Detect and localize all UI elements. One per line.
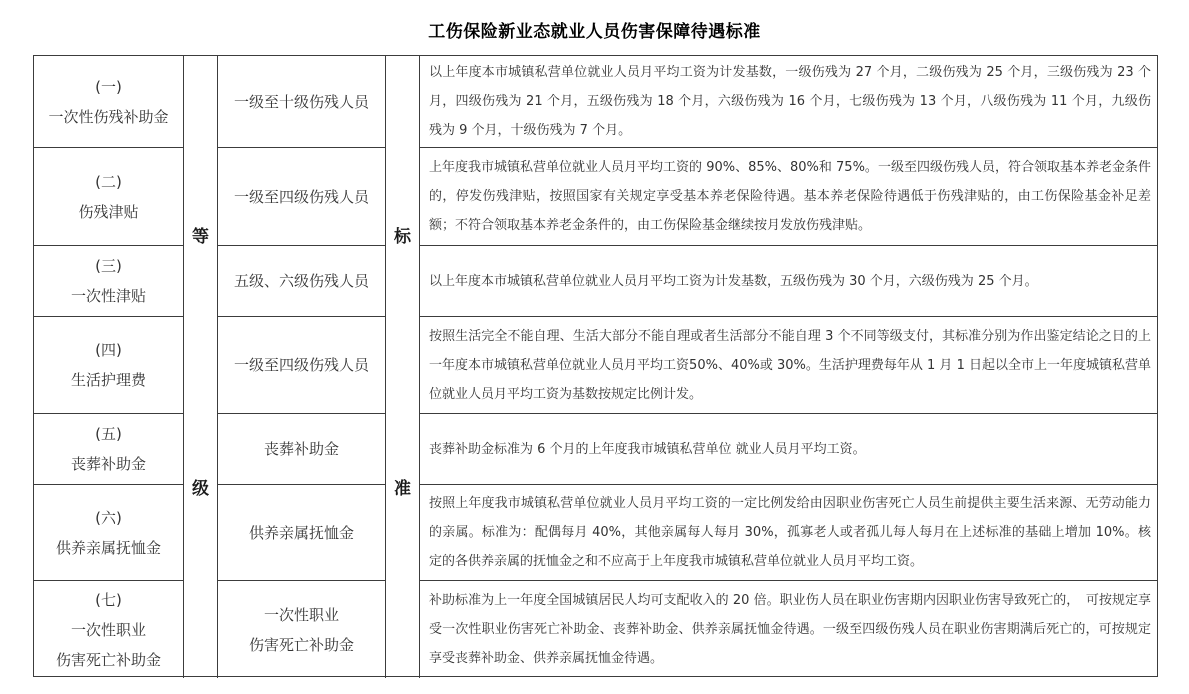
category-cell-1 [34,56,184,148]
standard-header-char-1: 标 [394,227,411,247]
category-name: 供养亲属抚恤金 [55,538,161,557]
description-cell-1 [420,56,1157,148]
grade-header-char-2: 级 [192,479,209,499]
category-index: (六) [95,508,122,527]
level-cell-5 [218,414,386,485]
category-index: (二) [95,172,122,191]
category-cell-3 [34,246,184,317]
category-name-line2: 伤害死亡补助金 [55,650,161,669]
category-cell-7 [34,581,184,678]
category-name: 一次性津贴 [70,287,146,305]
level-name: 丧葬补助金 [263,440,339,458]
description-text: 补助标准为上一年度全国城镇居民人均可支配收入的 20 倍。职业伤人员在职业伤害期内因职业伤害导致死亡的， 可按规定享受一次性职业伤害死亡补助金、丧葬补助金、供养亲属抚恤金待遇。一级至四级伤残人员在职业伤害期满后死亡的，可按规定享受丧葬补助金、供养亲属抚恤金待遇。 [429,593,1151,666]
level-cell-4 [218,317,386,414]
description-text: 以上年度本市城镇私营单位就业人员月平均工资为计发基数，五级伤残为 30 个月，六级伤残为 25 个月。 [429,273,1038,289]
level-cell-6 [218,485,386,581]
description-cell-5 [420,414,1157,485]
level-name: 五级、六级伤残人员 [233,272,369,290]
level-name-line2: 伤害死亡补助金 [248,635,354,654]
page-title: 工伤保险新业态就业人员伤害保障待遇标准 [428,22,761,42]
category-name: 伤残津贴 [78,202,139,221]
category-cell-4 [34,317,184,414]
description-text: 按照生活完全不能自理、生活大部分不能自理或者生活部分不能自理 3 个不同等级支付，其标准分别为作出鉴定结论之日的上一年度本市城镇私营单位就业人员月平均工资50%、40%或 30%。生活护理费每年从 1 月 1 日起以全市上一年度城镇私营单位就业人员月平均工资为基数按规定比例计发。 [429,328,1151,402]
category-name: 丧葬补助金 [70,455,146,473]
level-cell-1 [218,56,386,148]
level-name: 一级至四级伤残人员 [233,187,369,206]
category-name: 一次性职业 [70,620,146,639]
standard-header-char-2: 准 [394,479,411,499]
grade-column-header [184,56,218,678]
description-text: 以上年度本市城镇私营单位就业人员月平均工资为计发基数，一级伤残为 27 个月，二级伤残为 25 个月，三级伤残为 23 个月，四级伤残为 21 个月，五级伤残为 18 个月，六级伤残为 16 个月，七级伤残为 13 个月，八级伤残为 11 个月，九级伤残为 9 个月，十级伤残为 7 个月。 [429,65,1151,138]
level-name: 一级至四级伤残人员 [233,356,369,374]
category-index: (五) [95,425,122,443]
grade-header-char-1: 等 [192,227,209,247]
level-name: 一次性职业 [263,605,339,624]
standard-column-header [386,56,420,678]
category-index: (四) [95,341,122,359]
category-name: 生活护理费 [70,371,146,389]
level-cell-2 [218,148,386,246]
description-cell-2 [420,148,1157,246]
level-name: 供养亲属抚恤金 [248,523,354,542]
description-cell-7 [420,581,1157,678]
benefits-table [33,55,1158,677]
category-index: (一) [95,77,122,96]
description-cell-3 [420,246,1157,317]
category-index: (三) [95,257,122,275]
level-cell-7 [218,581,386,678]
description-cell-6 [420,485,1157,581]
category-cell-2 [34,148,184,246]
category-cell-6 [34,485,184,581]
level-name: 一级至十级伤残人员 [233,92,369,111]
category-index: (七) [95,590,122,609]
category-cell-5 [34,414,184,485]
description-text: 按照上年度我市城镇私营单位就业人员月平均工资的一定比例发给由因职业伤害死亡人员生前提供主要生活来源、无劳动能力的亲属。标准为：配偶每月 40%，其他亲属每人每月 30%，孤寡老人或者孤儿每人每月在上述标准的基础上增加 10%。核定的各供养亲属的抚恤金之和不应高于上年度我市城镇私营单位就业人员月平均工资。 [429,496,1151,569]
level-cell-3 [218,246,386,317]
description-text: 上年度我市城镇私营单位就业人员月平均工资的 90%、85%、80%和 75%。一级至四级伤残人员，符合领取基本养老金条件的，停发伤残津贴，按照国家有关规定享受基本养老保险待遇。基本养老保险待遇低于伤残津贴的，由工伤保险基金补足差额；不符合领取基本养老金条件的，由工伤保险基金继续按月发放伤残津贴。 [429,160,1151,233]
description-text: 丧葬补助金标准为 6 个月的上年度我市城镇私营单位 就业人员月平均工资。 [429,441,866,457]
category-name: 一次性伤残补助金 [48,107,169,126]
description-cell-4 [420,317,1157,414]
